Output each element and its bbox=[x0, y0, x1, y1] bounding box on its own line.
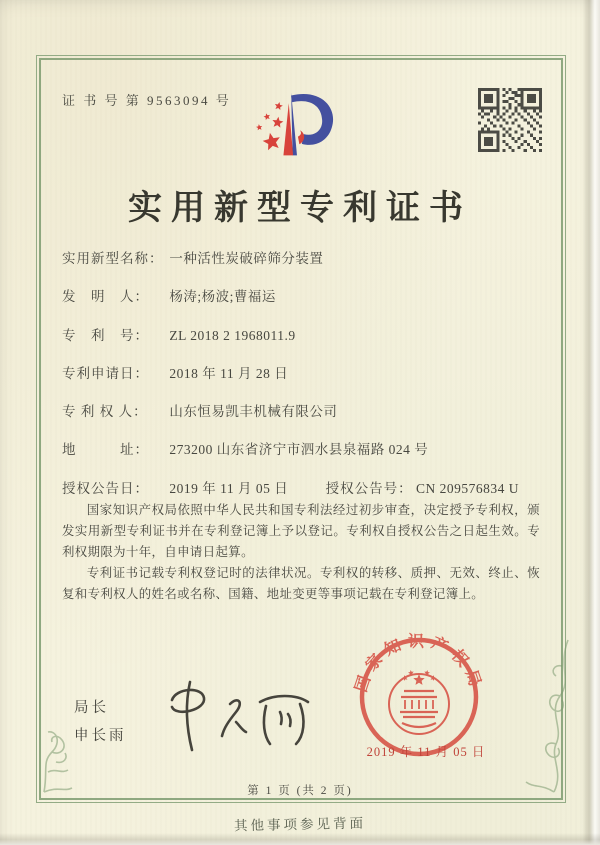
field-row-patent-number bbox=[62, 324, 540, 362]
cnipa-logo-icon bbox=[238, 70, 354, 178]
certificate-number: 证 书 号 第 9563094 号 bbox=[62, 93, 232, 108]
director-title: 局长 bbox=[74, 700, 109, 716]
corner-flourish-icon bbox=[498, 636, 578, 796]
certificate-title: 实用新型专利证书 bbox=[128, 190, 472, 227]
field-label: 发 明 人： bbox=[62, 289, 149, 305]
field-label: 专 利 权 人： bbox=[62, 404, 148, 420]
body-paragraph: 专利证书记载专利权登记时的法律状况。专利权的转移、质押、无效、终止、恢复和专利权人的姓名或名称、国籍、地址变更等事项记载在专利登记簿上。 bbox=[62, 566, 540, 601]
back-note: 其他事项参见背面 bbox=[233, 815, 367, 834]
field-value: 2018 年 11 月 28 日 bbox=[169, 365, 289, 381]
field-label: 实用新型名称： bbox=[62, 251, 164, 266]
svg-text:国家知识产权局 bbox=[352, 632, 486, 694]
field-value: 山东恒易凯丰机械有限公司 bbox=[169, 404, 338, 420]
field-label: 授权公告号： bbox=[325, 480, 413, 496]
director-signature-icon bbox=[162, 676, 317, 756]
corner-flourish-icon bbox=[38, 700, 118, 795]
field-label: 专利申请日： bbox=[62, 365, 149, 381]
field-label: 授权公告日： bbox=[62, 480, 149, 496]
legal-text bbox=[62, 500, 540, 605]
field-row-patentee bbox=[62, 400, 540, 438]
body-paragraph: 国家知识产权局依照中华人民共和国专利法经过初步审查，决定授予专利权，颁发实用新型专利证书并在专利登记簿上予以登记。专利权自授权公告之日起生效。专利权期限为十年，自申请日起算。 bbox=[62, 503, 540, 559]
field-row-filing-date bbox=[62, 362, 540, 400]
field-row-name bbox=[62, 247, 540, 285]
field-value: 2019 年 11 月 05 日 bbox=[169, 480, 289, 496]
field-row-address bbox=[62, 438, 540, 476]
field-label: 地 址： bbox=[62, 442, 149, 458]
field-row-inventors bbox=[62, 285, 540, 323]
seal-text: 国家知识产权局 bbox=[352, 633, 486, 695]
qr-code bbox=[478, 88, 542, 152]
scan-edge-shadow bbox=[582, 0, 600, 845]
page-number: 第 1 页 (共 2 页) bbox=[247, 785, 353, 797]
scan-edge-shadow bbox=[0, 833, 600, 845]
field-value: ZL 2018 2 1968011.9 bbox=[169, 327, 296, 343]
director-name: 申长雨 bbox=[74, 728, 127, 744]
field-value: 273200 山东省济宁市泗水县泉福路 024 号 bbox=[169, 442, 429, 458]
national-emblem-icon bbox=[389, 670, 449, 734]
seal-date: 2019 年 11 月 05 日 bbox=[366, 745, 486, 759]
field-value: 杨涛;杨波;曹福运 bbox=[169, 289, 276, 305]
field-value: 一种活性炭破碎筛分装置 bbox=[169, 251, 324, 266]
field-list bbox=[62, 247, 540, 515]
field-value: CN 209576834 U bbox=[416, 480, 520, 496]
field-label: 专 利 号： bbox=[62, 327, 149, 343]
